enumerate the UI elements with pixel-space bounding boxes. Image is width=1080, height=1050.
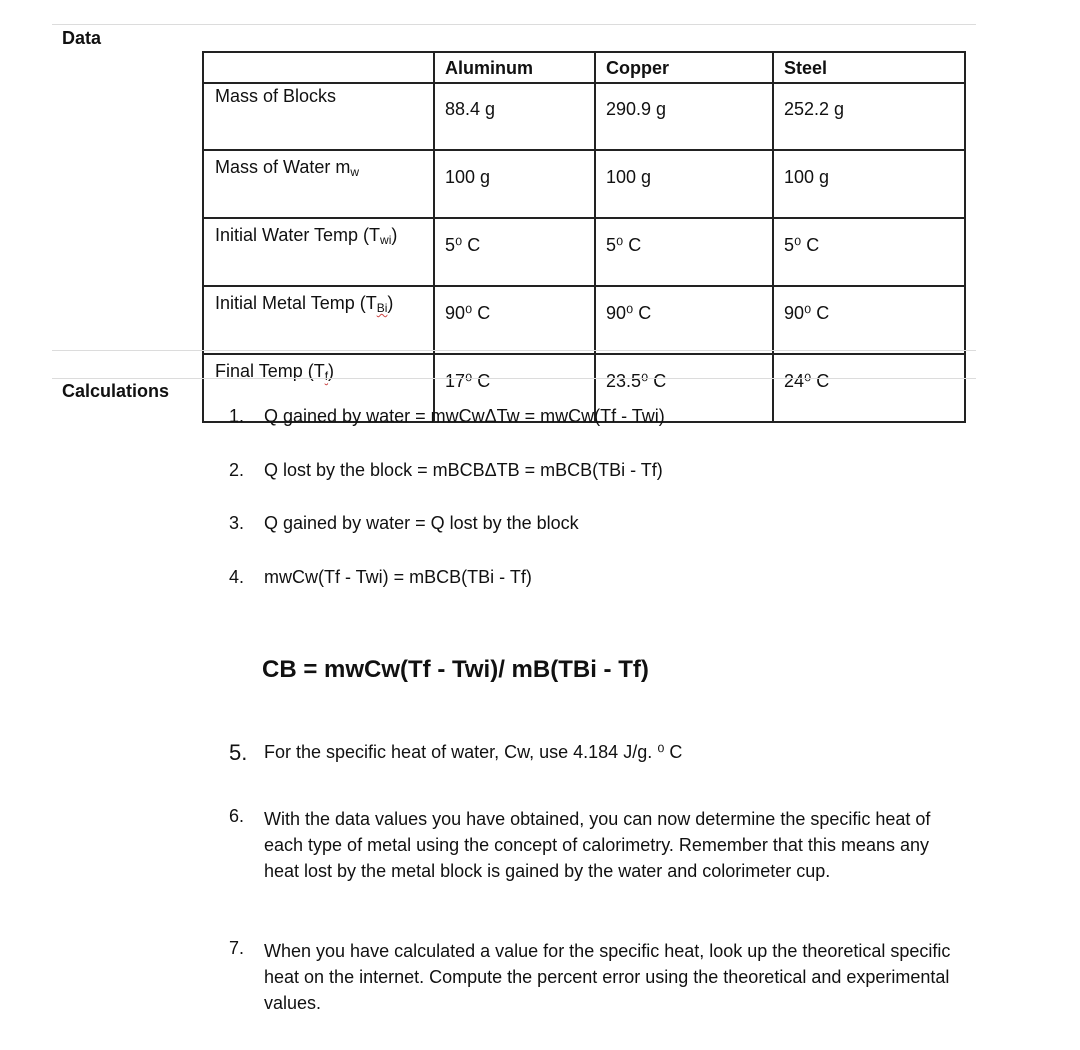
item-6-text: With the data values you have obtained, you can now determine the specific heat of each type of metal using the concept of calorimetry. Remember that this means any heat lost by the metal block is gained by the water and colorimeter cup.: [264, 809, 931, 881]
top-divider: [52, 24, 976, 25]
item-text: For the specific heat of water, Cw, use 4.184 J/g. ⁰ C: [264, 742, 683, 762]
cell-value: 88.4 g: [434, 83, 595, 150]
table-row: [203, 286, 965, 354]
cell-value: 24⁰ C: [773, 354, 965, 422]
cell-value: 100 g: [595, 150, 773, 218]
label-subscript: wi: [380, 233, 392, 247]
row-label-initial-metal-temp: [203, 286, 434, 354]
row-label-initial-water-temp: [203, 218, 434, 286]
data-heading: Data: [62, 28, 102, 48]
section-divider: [52, 378, 976, 379]
cell-value: 17⁰ C: [434, 354, 595, 422]
header-aluminum: Aluminum: [434, 52, 595, 83]
header-steel: Steel: [773, 52, 965, 83]
label-end: ): [387, 293, 394, 313]
label-end: ): [391, 225, 398, 245]
item-number: 7.: [229, 938, 245, 958]
label-end: ): [328, 361, 335, 381]
item-text: Q gained by water = Q lost by the block: [264, 513, 579, 533]
table-row: [203, 150, 965, 218]
label-subscript: Bi: [376, 301, 388, 315]
label-text: Final Temp (T: [215, 361, 325, 381]
cell-value: 252.2 g: [773, 83, 965, 150]
row-label-mass-water: [203, 150, 434, 218]
header-blank: [203, 52, 434, 83]
item-text: mwCw(Tf - Twi) = mBCB(TBi - Tf): [264, 567, 532, 587]
cell-value: 100 g: [434, 150, 595, 218]
label-text: Initial Metal Temp (T: [215, 293, 377, 313]
label-text: Mass of Water m: [215, 157, 351, 177]
cell-value: 23.5⁰ C: [595, 354, 773, 422]
calculations-heading: Calculations: [62, 381, 170, 401]
cell-value: 100 g: [773, 150, 965, 218]
label-text: Initial Water Temp (T: [215, 225, 381, 245]
item-text: Q lost by the block = mBCBΔTB = mBCB(TBi - Tf): [264, 460, 663, 480]
section-divider: [52, 350, 976, 351]
cell-value: 5⁰ C: [595, 218, 773, 286]
item-number: 3.: [229, 513, 245, 533]
row-label-mass-blocks: Mass of Blocks: [203, 83, 434, 150]
data-table: [202, 51, 966, 423]
item-number: 2.: [229, 460, 245, 480]
specific-heat-formula: CB = mwCw(Tf - Twi)/ mB(TBi - Tf): [262, 656, 649, 683]
item-7-text: When you have calculated a value for the specific heat, look up the theoretical specific heat on the internet. Compute the percent error using the theoretical and experimental values.: [264, 941, 951, 1013]
header-copper: Copper: [595, 52, 773, 83]
cell-value: 90⁰ C: [773, 286, 965, 354]
item-number: 6.: [229, 806, 245, 826]
cell-value: 5⁰ C: [773, 218, 965, 286]
item-number: 5.: [229, 740, 248, 765]
item-text: Q gained by water = mwCwΔTw = mwCw(Tf - Twi): [264, 406, 665, 426]
label-subscript: w: [350, 165, 360, 179]
cell-value: 290.9 g: [595, 83, 773, 150]
table-row: [203, 83, 965, 150]
cell-value: 90⁰ C: [434, 286, 595, 354]
cell-value: 90⁰ C: [595, 286, 773, 354]
item-number: 1.: [229, 406, 245, 426]
item-number: 4.: [229, 567, 245, 587]
table-row: [203, 218, 965, 286]
label-subscript: f: [324, 369, 329, 383]
table-header-row: [203, 52, 965, 83]
cell-value: 5⁰ C: [434, 218, 595, 286]
